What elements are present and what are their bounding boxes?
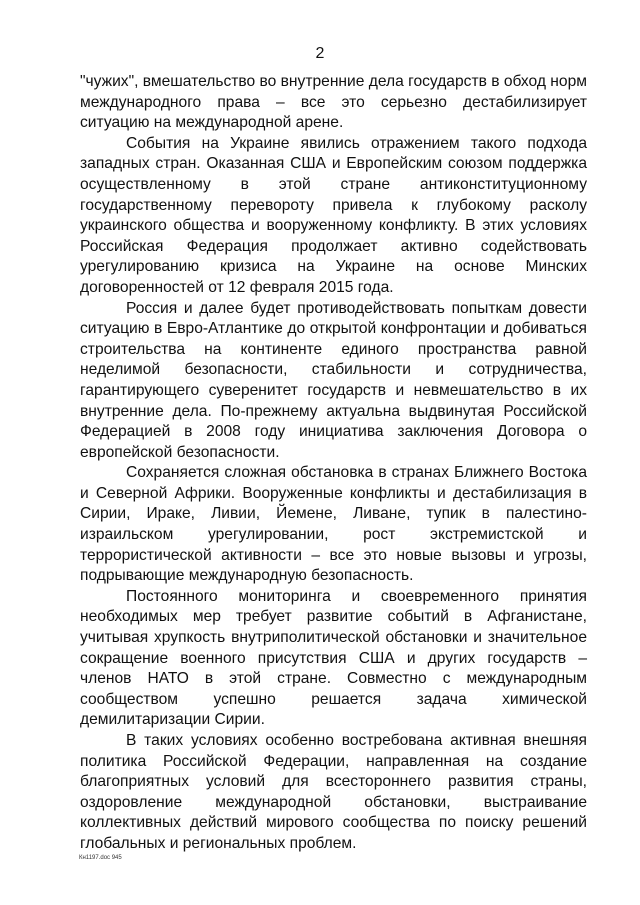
document-body	[80, 72, 587, 855]
paragraph: Сохраняется сложная обстановка в странах Ближнего Востока и Северной Африки. Вооруженные конфликты и дестабилизация в Сирии, Ираке, Ливии, Йемене, Ливане, тупик в палестино-израильском урегулировании, рост экстремистской и террористической активности – все это новые вызовы и угрозы, подрывающие международную безопасность.	[80, 464, 587, 585]
paragraph: В таких условиях особенно востребована активная внешняя политика Российской Федерации, направленная на создание благоприятных условий для всестороннего развития страны, оздоровление международной обстановки, выстраивание коллективных действий мирового сообщества по поиску решений глобальных и региональных проблем.	[80, 732, 587, 852]
paragraph: "чужих", вмешательство во внутренние дела государств в обход норм международного права – все это серьезно дестабилизирует ситуацию на международной арене.	[80, 73, 587, 132]
paragraph: События на Украине явились отражением такого подхода западных стран. Оказанная США и Европейским союзом поддержка осуществленному в этой стране антиконституционному государственному перевороту привела к глубокому расколу украинского общества и вооруженному конфликту. В этих условиях Российская Федерация продолжает активно содействовать урегулированию кризиса на Украине на основе Минских договоренностей от 12 февраля 2015 года.	[80, 134, 587, 296]
footer-file-code: Кн1197.doc 945	[79, 855, 122, 861]
paragraph: Постоянного мониторинга и своевременного принятия необходимых мер требует развитие событий в Афганистане, учитывая хрупкость внутриполитической обстановки и значительное сокращение военного присутствия США и других государств – членов НАТО в этой стране. Совместно с международным сообществом успешно решается задача химической демилитаризации Сирии.	[80, 587, 587, 729]
paragraph: Россия и далее будет противодействовать попыткам довести ситуацию в Евро-Атлантике до открытой конфронтации и добиваться строительства на континенте единого пространства равной неделимой безопасности, стабильности и сотрудничества, гарантирующего суверенитет государств и невмешательство в их внутренние дела. По-прежнему актуальна выдвинутая Российской Федерацией в 2008 году инициатива заключения Договора о европейской безопасности.	[80, 299, 587, 461]
page-number: 2	[315, 45, 325, 62]
